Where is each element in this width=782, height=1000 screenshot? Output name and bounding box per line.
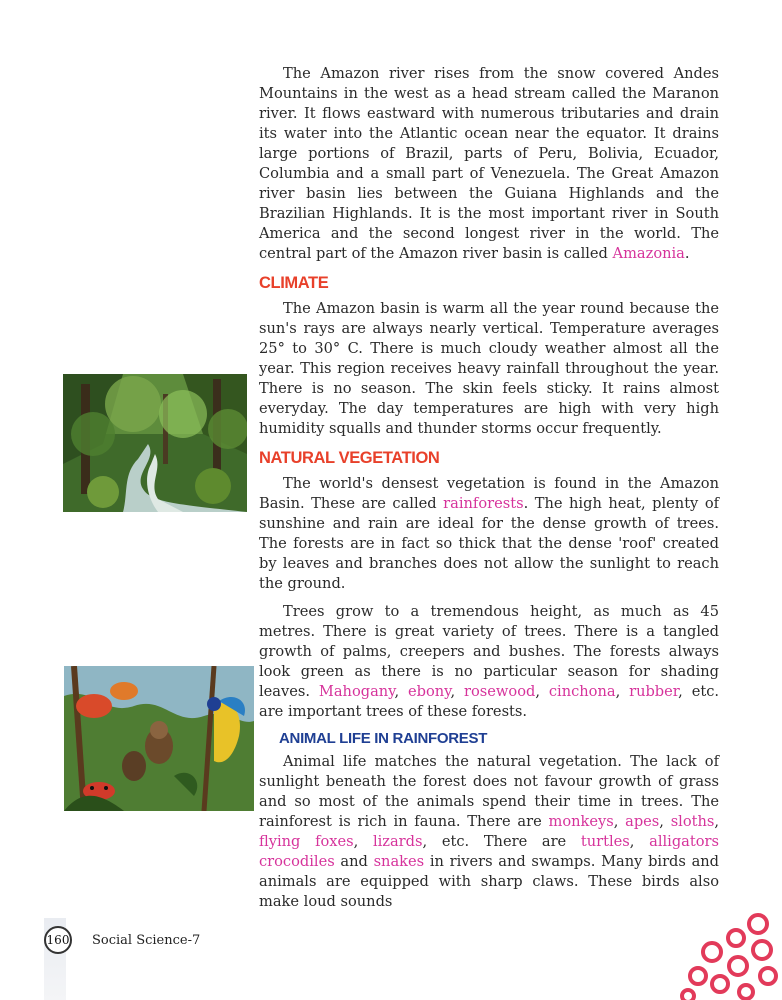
term-flying-foxes: flying foxes [259,833,354,850]
vegetation-text-1a: The world's densest vegetation is found in the Amazon Basin. These are called [259,475,719,512]
climate-heading: CLIMATE [259,274,329,292]
main-text-column [259,64,719,912]
term-ebony: ebony [408,683,451,700]
book-title: Social Science-7 [92,933,201,948]
sep: , [615,683,621,700]
rainforest-animals-illustration [64,666,254,811]
sep: , [629,833,635,850]
term-alligators-crocodiles: alligators crocodiles [259,833,719,870]
animal-text-d: in rivers and swamps. Many birds and animals are equipped with sharp claws. These birds also make loud sounds [259,853,720,910]
animal-life-paragraph [259,752,719,912]
term-mahogany: Mahogany [318,683,395,700]
intro-period: . [684,245,690,262]
sep: , [450,683,456,700]
intro-text: The Amazon river rises from the snow covered Andes Mountains in the west as a head stream called the Maranon river. It flows eastward with numerous tributaries and drain its water into the Atlantic ocean near the equator. It drains large portions of Brazil, parts of Peru, Bolivia, Ecuador, Columbia and a small part of Venezuela. The Great Amazon river basin lies between the Guiana Highlands and the Brazilian Highlands. It is the most important river in South America and the second longest river in the world. The central part of the Amazon river basin is called [259,65,719,262]
vegetation-text-2b: , etc. are important trees of these forests. [259,683,720,720]
vegetation-paragraph-2 [259,602,719,722]
vegetation-heading: NATURAL VEGETATION [259,449,440,467]
sep: , [394,683,400,700]
vegetation-text-1b: . The high heat, plenty of sunshine and rain are ideal for the dense growth of trees. The forests are in fact so thick that the dense 'roof' created by leaves and branches does not allow the sunlight to reach the ground. [259,495,720,592]
term-turtles: turtles [580,833,630,850]
term-sloths: sloths [670,813,715,830]
term-monkeys: monkeys [548,813,614,830]
animal-life-heading: ANIMAL LIFE IN RAINFOREST [279,730,488,747]
intro-paragraph [259,64,719,264]
decorative-circles [676,908,782,1000]
sep: , [353,833,359,850]
animal-text-b: , etc. There are [422,833,567,850]
climate-paragraph: The Amazon basin is warm all the year round because the sun's rays are always nearly vertical. Temperature averages 25° to 30° C. There is much cloudy weather almost all the year. This region receives heavy rainfall throughout the year. There is no season. The skin feels sticky. It rains almost everyday. The day temperatures are high with very high humidity squalls and thunder storms occur frequently. [259,300,719,437]
animal-text-c: and [340,853,368,870]
vegetation-text-2a: Trees grow to a tremendous height, as much as 45 metres. There is great variety of trees. There is a tangled growth of palms, creepers and bushes. The forests always look green as there is no particular season for shading leaves. [259,603,719,700]
sep: , [535,683,540,700]
term-snakes: snakes [373,853,425,870]
term-rubber: rubber [629,683,679,700]
term-rainforests: rainforests [443,495,524,512]
sep: , [659,813,664,830]
term-lizards: lizards [372,833,423,850]
animal-text-a: Animal life matches the natural vegetation. The lack of sunlight beneath the forest does not favour growth of grass and so most of the animals spend their time in trees. The rainforest is rich in fauna. There are [259,753,719,830]
term-apes: apes [625,813,660,830]
page-number-badge: 160 [44,926,72,954]
vegetation-paragraph-1 [259,474,719,594]
term-rosewood: rosewood [464,683,536,700]
term-cinchona: cinchona [548,683,616,700]
rainforest-river-photo [63,374,247,512]
term-amazonia: Amazonia [612,245,685,262]
sep: , [613,813,619,830]
sep: , [714,813,720,830]
